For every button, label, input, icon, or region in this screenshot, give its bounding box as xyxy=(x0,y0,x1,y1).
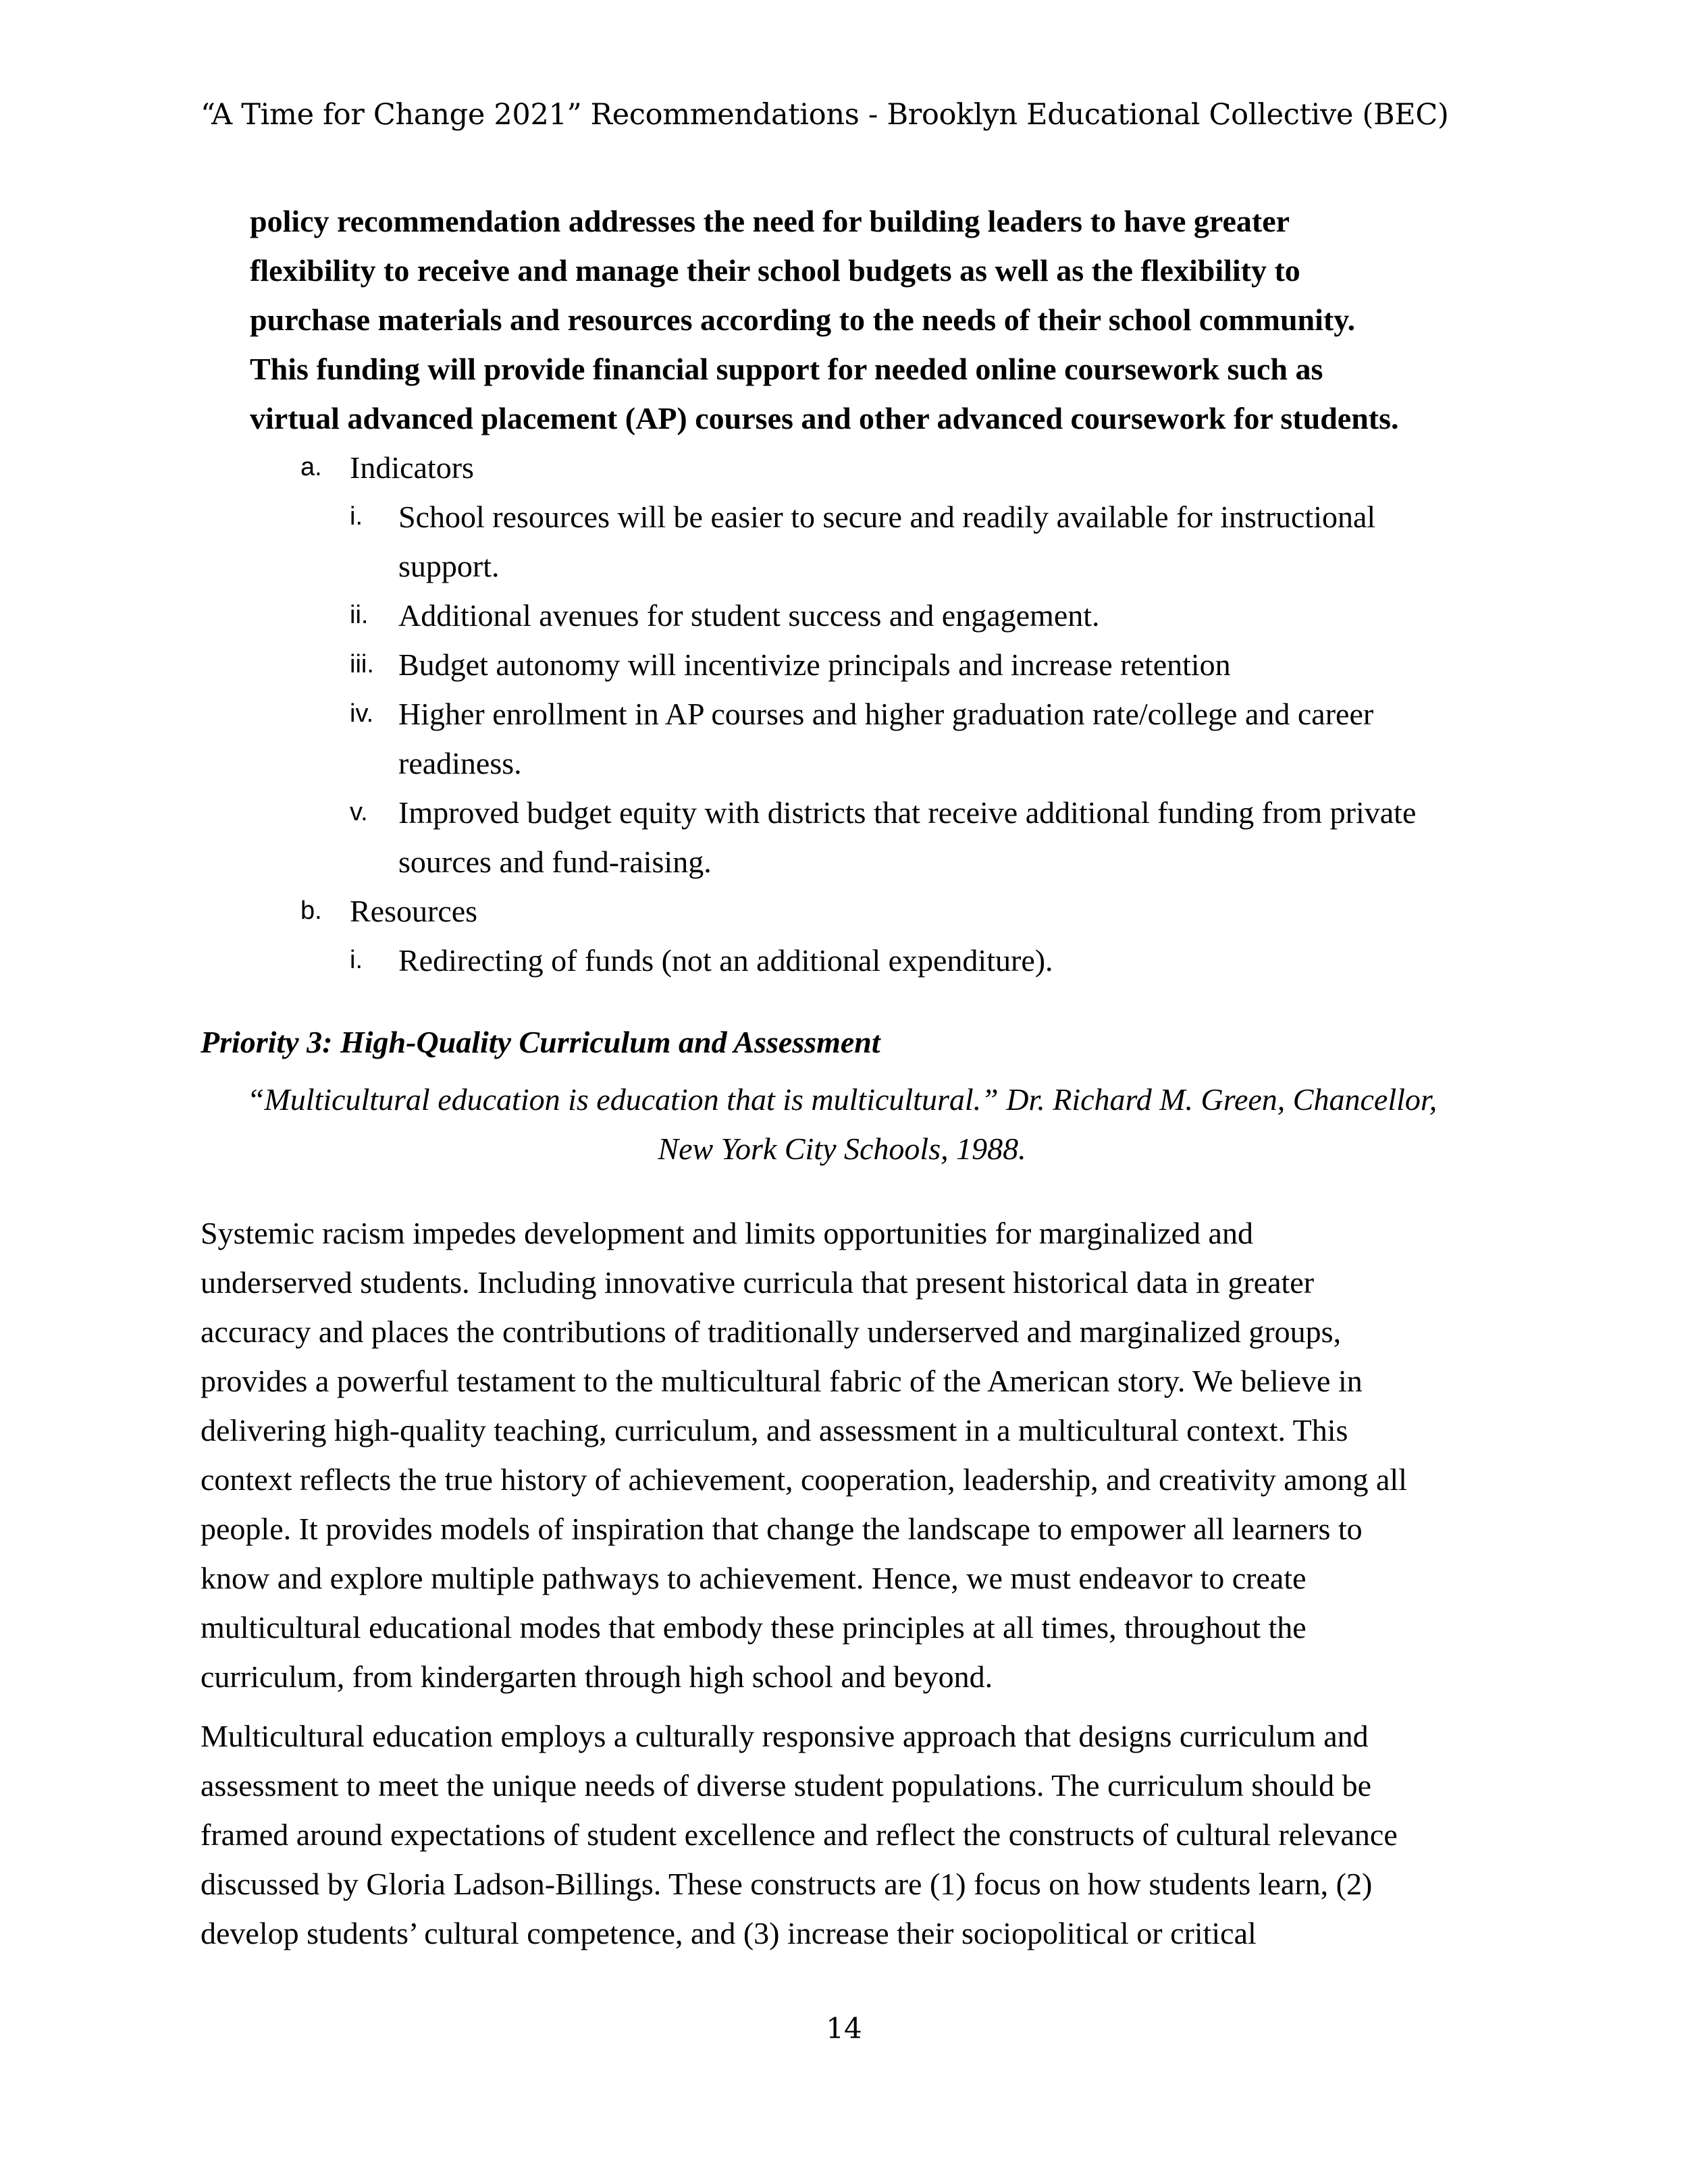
list-marker: i. xyxy=(350,946,363,974)
item-line: support. xyxy=(398,549,500,583)
paragraph-line: discussed by Gloria Ladson-Billings. These constructs are (1) focus on how students learn, (2) xyxy=(201,1867,1373,1901)
paragraph-line: policy recommendation addresses the need for building leaders to have greater xyxy=(250,204,1290,238)
item-line: Budget autonomy will incentivize principals and increase retention xyxy=(398,647,1231,682)
body-paragraph-2 xyxy=(201,1711,1398,1958)
item-line: School resources will be easier to secure and readily available for instructional xyxy=(398,500,1376,534)
paragraph-line: flexibility to receive and manage their school budgets as well as the flexibility to xyxy=(250,253,1300,288)
paragraph-line: multicultural educational modes that embody these principles at all times, throughout the xyxy=(201,1610,1307,1645)
paragraph-line: provides a powerful testament to the multicultural fabric of the American story. We believe in xyxy=(201,1364,1363,1398)
indicator-text xyxy=(398,788,1416,886)
indicator-text xyxy=(398,492,1375,591)
item-line: Redirecting of funds (not an additional expenditure). xyxy=(398,943,1053,978)
body-paragraph-1 xyxy=(201,1208,1407,1701)
list-marker: i. xyxy=(350,502,363,531)
item-line: sources and fund-raising. xyxy=(398,845,712,879)
priority-heading: Priority 3: High-Quality Curriculum and Assessment xyxy=(201,1025,880,1059)
paragraph-line: Systemic racism impedes development and limits opportunities for marginalized and xyxy=(201,1216,1253,1250)
paragraph-line: know and explore multiple pathways to achievement. Hence, we must endeavor to create xyxy=(201,1561,1307,1595)
paragraph-line: purchase materials and resources according to the needs of their school community. xyxy=(250,302,1356,337)
quote-line: New York City Schools, 1988. xyxy=(658,1131,1026,1166)
paragraph-line: virtual advanced placement (AP) courses and other advanced coursework for students. xyxy=(250,401,1399,435)
list-marker: iii. xyxy=(350,650,374,678)
paragraph-line: Multicultural education employs a culturally responsive approach that designs curriculum and xyxy=(201,1719,1369,1753)
list-marker: v. xyxy=(350,798,368,826)
indicator-text xyxy=(398,689,1373,788)
paragraph-line: accuracy and places the contributions of traditionally underserved and marginalized groups, xyxy=(201,1314,1342,1349)
paragraph-line: framed around expectations of student excellence and reflect the constructs of cultural relevance xyxy=(201,1817,1398,1852)
paragraph-line: underserved students. Including innovative curricula that present historical data in greater xyxy=(201,1265,1315,1300)
list-marker: b. xyxy=(300,897,322,925)
paragraph-line: people. It provides models of inspiration that change the landscape to empower all learners to xyxy=(201,1512,1363,1546)
paragraph-line: delivering high-quality teaching, curriculum, and assessment in a multicultural context. This xyxy=(201,1413,1348,1447)
list-marker: a. xyxy=(300,453,322,481)
paragraph-line: assessment to meet the unique needs of diverse student populations. The curriculum should be xyxy=(201,1768,1372,1803)
indicator-text xyxy=(398,591,1100,640)
paragraph-line: context reflects the true history of achievement, cooperation, leadership, and creativity among all xyxy=(201,1462,1407,1497)
quote-line: “Multicultural education is education that is multicultural.” Dr. Richard M. Green, Chancellor, xyxy=(246,1082,1438,1117)
paragraph-line: curriculum, from kindergarten through high school and beyond. xyxy=(201,1659,993,1694)
page-number: 14 xyxy=(826,2012,862,2045)
running-header: “A Time for Change 2021” Recommendations - Brooklyn Educational Collective (BEC) xyxy=(201,98,1449,132)
list-marker: iv. xyxy=(350,699,374,728)
section-label: Resources xyxy=(350,894,478,928)
item-line: Additional avenues for student success and engagement. xyxy=(398,598,1100,633)
policy-recommendation-paragraph xyxy=(250,196,1399,443)
section-label: Indicators xyxy=(350,450,474,485)
paragraph-line: develop students’ cultural competence, and (3) increase their sociopolitical or critical xyxy=(201,1916,1257,1950)
item-line: readiness. xyxy=(398,746,522,780)
list-marker: ii. xyxy=(350,601,369,629)
epigraph-quote xyxy=(201,1075,1483,1173)
resource-text xyxy=(398,936,1053,985)
indicator-text xyxy=(398,640,1231,689)
item-line: Improved budget equity with districts that receive additional funding from private xyxy=(398,795,1417,830)
item-line: Higher enrollment in AP courses and higher graduation rate/college and career xyxy=(398,697,1374,731)
paragraph-line: This funding will provide financial support for needed online coursework such as xyxy=(250,352,1323,386)
